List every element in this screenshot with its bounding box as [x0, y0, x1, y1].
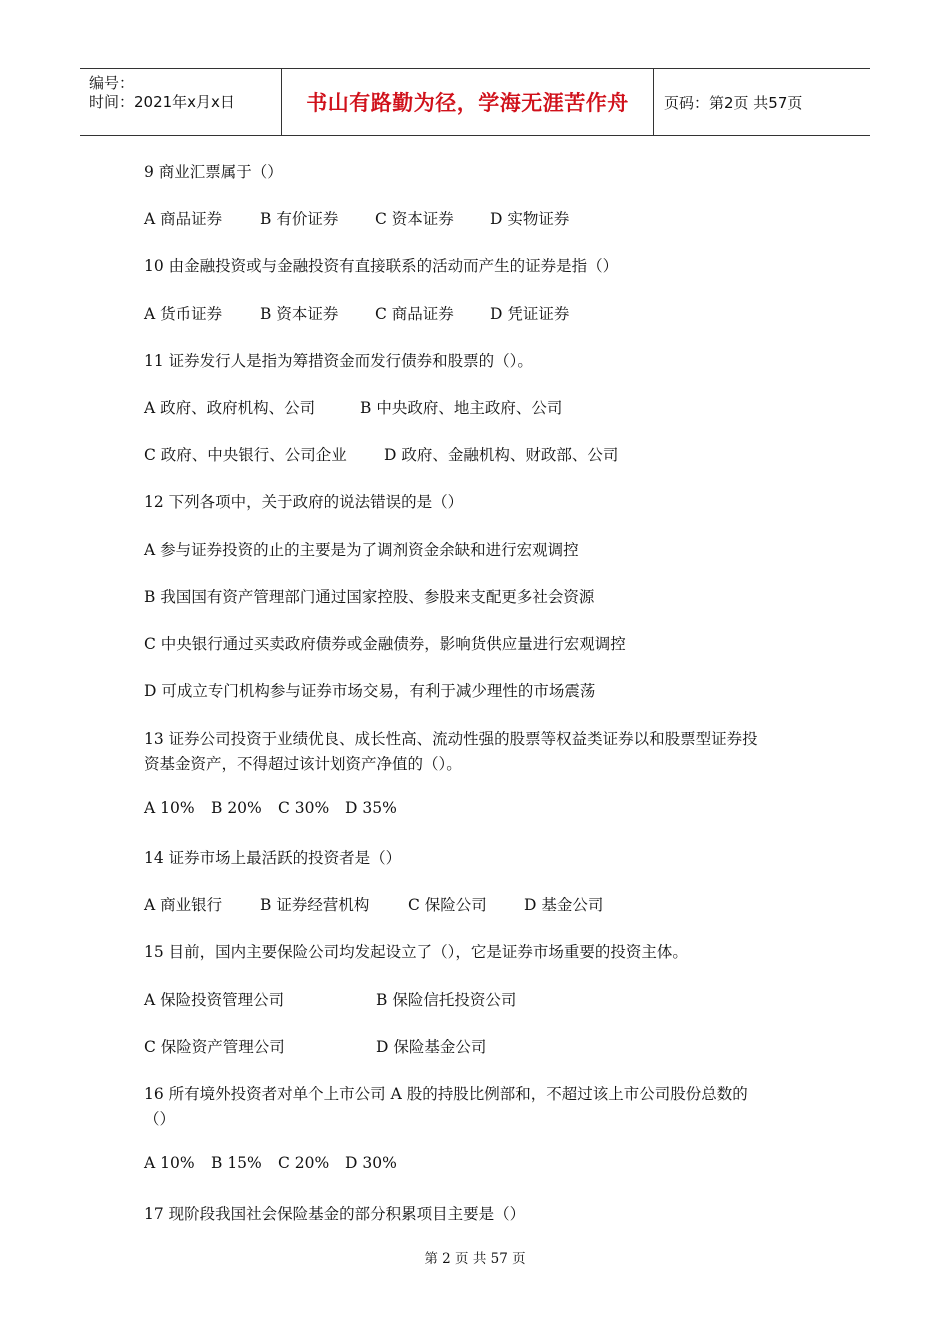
option-a: A 参与证券投资的止的主要是为了调剂资金余缺和进行宏观调控: [144, 541, 579, 559]
option-a: A 保险投资管理公司: [144, 991, 285, 1009]
option-c: C 保险公司: [408, 896, 487, 914]
option-d: D 凭证证券: [490, 305, 570, 323]
date-label: 时间：2021年x月x日: [89, 93, 235, 111]
option-d: D 基金公司: [524, 896, 604, 914]
header-page-cell: [654, 69, 870, 135]
option-b: B 资本证券: [260, 305, 339, 323]
option-b: B 20%: [211, 799, 262, 817]
option-d: D 保险基金公司: [376, 1038, 487, 1056]
option-c: C 保险资产管理公司: [144, 1038, 285, 1056]
option-a: A 货币证券: [144, 305, 223, 323]
option-b: B 15%: [211, 1154, 262, 1172]
option-c: C 政府、中央银行、公司企业: [144, 446, 347, 464]
option-d: D 30%: [345, 1154, 397, 1172]
option-a: A 商品证券: [144, 210, 223, 228]
question-15-options-row2: [144, 1035, 486, 1057]
question-11-options-row1: [144, 396, 562, 418]
header-meta-cell: [80, 69, 282, 135]
option-b: B 有价证券: [260, 210, 339, 228]
question-10: 10 由金融投资或与金融投资有直接联系的活动而产生的证券是指（）: [144, 257, 619, 275]
question-13-line2: 资基金资产，不得超过该计划资产净值的（）。: [144, 755, 462, 773]
question-10-options: [144, 302, 569, 324]
option-c: C 30%: [278, 799, 330, 817]
option-d: D 35%: [345, 799, 397, 817]
option-c: C 中央银行通过买卖政府债券或金融债券，影响货供应量进行宏观调控: [144, 635, 626, 653]
option-d: D 可成立专门机构参与证券市场交易，有利于减少理性的市场震荡: [144, 682, 596, 700]
question-9-options: [144, 207, 569, 229]
option-b: B 中央政府、地主政府、公司: [360, 399, 563, 417]
question-16-options: [144, 1154, 397, 1172]
option-a: A 政府、政府机构、公司: [144, 399, 316, 417]
question-13-line1: 13 证券公司投资于业绩优良、成长性高、流动性强的股票等权益类证券以和股票型证券投: [144, 730, 758, 748]
option-c: C 商品证券: [375, 305, 454, 323]
question-14: 14 证券市场上最活跃的投资者是（）: [144, 849, 402, 867]
motto-text: 书山有路勤为径，学海无涯苦作舟: [306, 91, 629, 115]
option-b: B 证券经营机构: [260, 896, 370, 914]
option-c: C 资本证券: [375, 210, 454, 228]
question-17: 17 现阶段我国社会保险基金的部分积累项目主要是（）: [144, 1205, 526, 1223]
header-motto-cell: [282, 69, 654, 135]
question-16-line1: 16 所有境外投资者对单个上市公司 A 股的持股比例部和，不超过该上市公司股份总数的: [144, 1085, 748, 1103]
option-d: D 实物证券: [490, 210, 570, 228]
question-11: 11 证券发行人是指为筹措资金而发行债券和股票的（）。: [144, 352, 533, 370]
page-info: 页码：第2页 共57页: [664, 93, 803, 112]
option-b: B 保险信托投资公司: [376, 991, 517, 1009]
option-a: A 10%: [144, 1154, 195, 1172]
option-d: D 政府、金融机构、财政部、公司: [384, 446, 619, 464]
question-15-options-row1: [144, 988, 516, 1010]
page-footer: 第 2 页 共 57 页: [424, 1251, 526, 1267]
question-16-line2: （）: [144, 1110, 176, 1128]
option-a: A 商业银行: [144, 896, 223, 914]
question-12: 12 下列各项中，关于政府的说法错误的是（）: [144, 493, 464, 511]
question-13-options: [144, 799, 397, 817]
option-a: A 10%: [144, 799, 195, 817]
number-label: 编号：: [89, 74, 135, 92]
question-9: 9 商业汇票属于（）: [144, 163, 283, 181]
page-header: [80, 68, 870, 136]
option-c: C 20%: [278, 1154, 330, 1172]
question-11-options-row2: [144, 443, 618, 465]
option-b: B 我国国有资产管理部门通过国家控股、参股来支配更多社会资源: [144, 588, 595, 606]
question-15: 15 目前，国内主要保险公司均发起设立了（），它是证券市场重要的投资主体。: [144, 943, 688, 961]
question-14-options: [144, 893, 603, 915]
